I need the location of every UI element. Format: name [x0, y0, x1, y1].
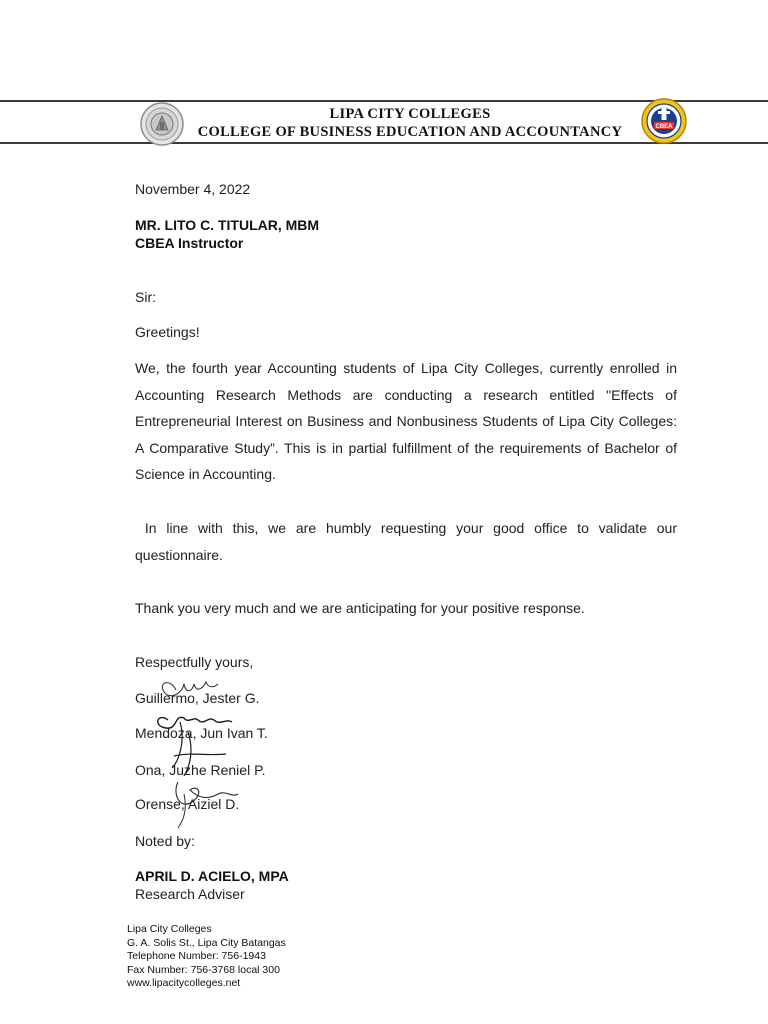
college-name: COLLEGE OF BUSINESS EDUCATION AND ACCOUNTANCY	[197, 124, 623, 140]
signatory-name: Guillermo, Jester G.	[135, 690, 260, 706]
signatory-name: Orense, Aiziel D.	[135, 796, 240, 812]
institution-name: LIPA CITY COLLEGES	[329, 106, 491, 122]
cbea-logo-icon	[641, 98, 687, 144]
body-paragraph-2: In line with this, we are humbly requesting your good office to validate our questionnaire.	[135, 520, 681, 563]
svg-text:CBEA: CBEA	[655, 124, 673, 130]
signatory-name: Ona, Juzhe Reniel P.	[135, 762, 266, 778]
body-paragraph-1: We, the fourth year Accounting students of Lipa City Colleges, currently enrolled in Accounting Research Methods are conducting a research entitled "Effects of Entrepreneurial Interest on Business and Nonbusiness Students of Lipa City Colleges: A Comparative Study”. This is in partial fulfillment of the requirements of Bachelor of Science in Accounting.	[135, 360, 677, 482]
footer-institution: Lipa City Colleges	[127, 923, 212, 935]
adviser-name: APRIL D. ACIELO, MPA	[135, 868, 289, 884]
closing: Respectfully yours,	[135, 654, 254, 670]
signatory-name: Mendoza, Jun Ivan T.	[135, 725, 268, 741]
footer-contact	[127, 923, 286, 991]
letter-date: November 4, 2022	[135, 181, 251, 197]
footer-fax: Fax Number: 756-3768 local 300	[127, 963, 280, 976]
college-seal-icon	[140, 102, 184, 146]
footer-website: www.lipacitycolleges.net	[127, 977, 241, 989]
adviser-title: Research Adviser	[135, 886, 245, 902]
noted-by-label: Noted by:	[135, 833, 195, 849]
recipient-name: MR. LITO C. TITULAR, MBM	[135, 217, 320, 233]
footer-telephone: Telephone Number: 756-1943	[127, 950, 266, 962]
greeting: Greetings!	[135, 324, 200, 340]
body-paragraph-3: Thank you very much and we are anticipating for your positive response.	[135, 600, 585, 616]
recipient-title: CBEA Instructor	[135, 235, 244, 251]
salutation: Sir:	[135, 289, 156, 305]
footer-address: G. A. Solis St., Lipa City Batangas	[127, 936, 286, 949]
